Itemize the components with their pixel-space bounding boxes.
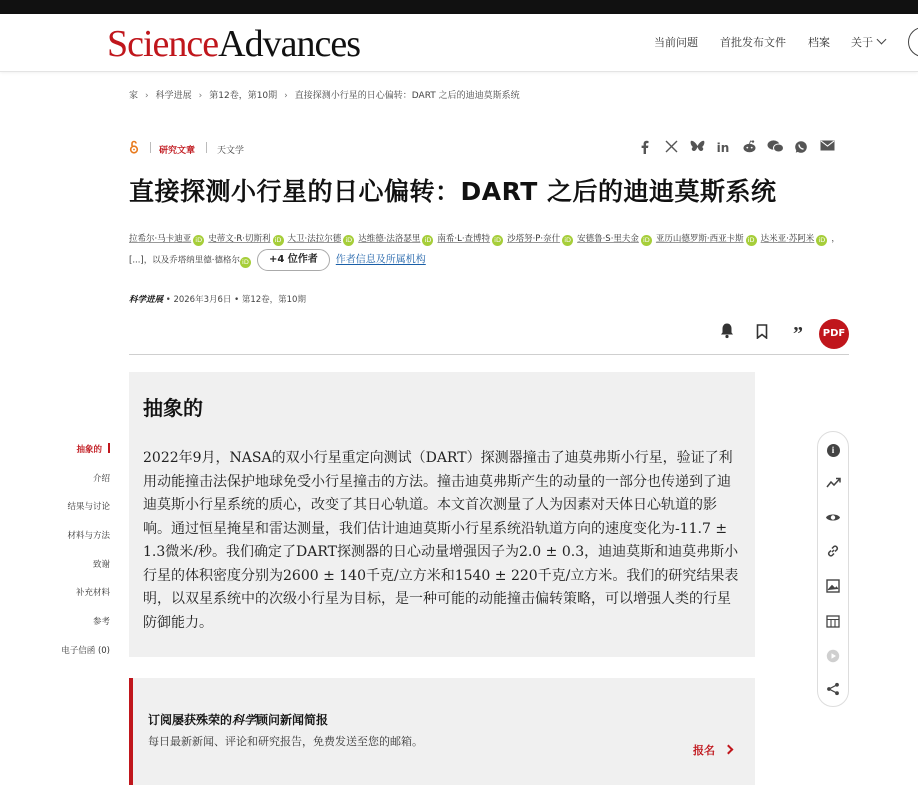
orcid-icon[interactable]: iD	[343, 235, 354, 246]
divider	[206, 142, 207, 153]
facebook-icon[interactable]	[636, 140, 654, 156]
author-link[interactable]: 沙塔努·P·奈什	[507, 234, 561, 244]
section-nav-introduction[interactable]: 介绍	[92, 473, 110, 484]
x-icon[interactable]	[662, 140, 680, 156]
section-nav-acknowledgments[interactable]: 致谢	[92, 559, 110, 570]
section-nav-references[interactable]: 参考	[92, 617, 110, 628]
abstract-heading: 抽象的	[143, 396, 203, 420]
abstract-text: 2022年9月，NASA的双小行星重定向测试（DART）探测器撞击了迪莫弗斯小行星，验证了利用动能撞击法保护地球免受小行星撞击的方法。撞击迪莫弗斯产生的动量的一部分也传递到了迪迪莫斯小行星系统的质心，改变了其日心轨道。本文首次测量了人为因素对天体日心轨道的影响。通过恒星掩星和雷达测量，我们估计迪迪莫斯小行星系统沿轨道方向的速度变化为-11.7 ± 1.3微米/秒。我们确定了DART探测器的日心动量增强因子为2.0 ± 0.3，迪迪莫斯和迪莫弗斯小行星的体积密度分别为2600 ± 140千克/立方米和1540 ± 220千克/立方米。我们的研究结果表明，以双星系统中的次级小行星为目标，是一种可能的动能撞击偏转策略，可以增强人类的行星防御能力。	[143, 450, 739, 631]
authors-tail: ，[...]，以及乔塔纳里德·德格尔	[129, 234, 840, 266]
author-link[interactable]: 南希·L·查博特	[437, 234, 491, 244]
orcid-icon[interactable]: iD	[816, 235, 827, 246]
newsletter-signup-label: 报名	[693, 744, 715, 757]
divider	[150, 142, 151, 153]
section-nav-results[interactable]: 结果与讨论	[67, 502, 110, 513]
right-toolbar	[817, 431, 849, 707]
breadcrumb-current: 直接探测小行星的日心偏转：DART 之后的迪迪莫斯系统	[294, 91, 520, 101]
nav-current-issue[interactable]: 当前问题	[654, 36, 698, 49]
author-link[interactable]: 达米亚·苏阿米	[760, 234, 815, 244]
author-link[interactable]: 拉希尔·马卡迪亚	[129, 234, 192, 244]
browser-top-bar	[0, 0, 918, 14]
author-link[interactable]: 达维德·法洛瑟里	[358, 234, 421, 244]
orcid-icon[interactable]: iD	[746, 235, 757, 246]
newsletter-title	[148, 711, 328, 728]
nav-about[interactable]	[851, 34, 885, 50]
author-link[interactable]: 史蒂文·R·切斯利	[208, 234, 271, 244]
table-icon[interactable]	[818, 612, 848, 636]
author-link[interactable]: 安德鲁·S·里夫金	[577, 234, 639, 244]
logo-science-text: Science	[107, 23, 219, 65]
logo-advances-text: Advances	[218, 23, 360, 65]
breadcrumb-home[interactable]: 家	[129, 91, 139, 101]
orcid-icon[interactable]: iD	[492, 235, 503, 246]
chevron-right-icon	[724, 745, 734, 755]
wechat-icon[interactable]	[766, 140, 784, 156]
newsletter-title-pre: 订阅屡获殊荣的	[148, 713, 233, 727]
separator-dot: •	[234, 295, 242, 305]
abstract-section	[129, 372, 755, 657]
email-icon[interactable]	[818, 140, 836, 156]
nav-archive[interactable]: 档案	[808, 36, 830, 49]
breadcrumb-issue[interactable]: 第12卷，第10期	[209, 91, 278, 101]
section-nav-supplementary[interactable]: 补充材料	[75, 588, 110, 599]
journal-name[interactable]: 科学进展	[129, 295, 164, 305]
pdf-button[interactable]: PDF	[819, 319, 849, 349]
author-link[interactable]: 大卫·法拉尔德	[287, 234, 342, 244]
eye-icon[interactable]	[818, 507, 848, 531]
chevron-right-icon: ›	[284, 91, 288, 101]
article-title: 直接探测小行星的日心偏转：DART 之后的迪迪莫斯系统	[129, 177, 777, 206]
author-list	[129, 229, 851, 271]
science-advances-logo[interactable]	[107, 24, 360, 64]
breadcrumb-journal[interactable]: 科学进展	[155, 91, 192, 101]
section-nav-methods[interactable]: 材料与方法	[67, 531, 110, 542]
linkedin-icon[interactable]: in	[716, 141, 730, 155]
info-icon[interactable]: i	[818, 437, 848, 461]
article-meta-row	[129, 140, 849, 158]
nav-first-release[interactable]: 首批发布文件	[720, 36, 786, 49]
metrics-icon[interactable]	[818, 472, 848, 496]
whatsapp-icon[interactable]	[792, 140, 810, 156]
newsletter-signup	[129, 678, 755, 785]
newsletter-title-em: 科学	[232, 713, 257, 727]
chevron-right-icon: ›	[145, 91, 149, 101]
open-access-icon	[129, 140, 139, 158]
orcid-icon[interactable]: iD	[273, 235, 284, 246]
orcid-icon[interactable]: iD	[193, 235, 204, 246]
orcid-icon[interactable]: iD	[422, 235, 433, 246]
volume-issue[interactable]: 第12卷，第10期	[241, 295, 306, 305]
reddit-icon[interactable]	[740, 140, 758, 156]
subject-link[interactable]: 天文学	[217, 146, 245, 156]
newsletter-subtitle: 每日最新新闻、评论和研究报告，免费发送至您的邮箱。	[148, 735, 423, 748]
publication-info	[129, 293, 306, 305]
cite-icon[interactable]: ”	[793, 323, 803, 345]
chevron-right-icon: ›	[198, 91, 203, 101]
site-header	[0, 14, 918, 72]
bell-icon[interactable]	[715, 320, 739, 348]
author-link[interactable]: 亚历山德罗斯·西亚卡斯	[655, 234, 744, 244]
nav-about-label: 关于	[851, 36, 873, 49]
more-authors-button[interactable]: +4 位作者	[257, 249, 330, 271]
newsletter-title-post: 顾问新闻简报	[256, 713, 329, 727]
orcid-icon[interactable]: iD	[641, 235, 652, 246]
share-icon[interactable]	[818, 680, 848, 704]
article-type-label: 研究文章	[159, 146, 196, 156]
section-nav-abstract[interactable]: 抽象的	[30, 442, 110, 471]
separator-dot: •	[165, 295, 174, 305]
bookmark-icon[interactable]	[750, 320, 774, 348]
chevron-down-icon	[877, 35, 887, 45]
orcid-icon[interactable]: iD	[240, 257, 251, 268]
divider	[129, 354, 849, 355]
image-icon[interactable]	[818, 577, 848, 601]
section-nav-eletters[interactable]: 电子信函 (0)	[61, 645, 110, 656]
author-info-link[interactable]: 作者信息及所属机构	[335, 254, 426, 266]
bluesky-icon[interactable]	[688, 140, 706, 156]
newsletter-signup-link[interactable]	[693, 742, 732, 758]
breadcrumb	[129, 88, 520, 101]
section-nav	[30, 442, 110, 672]
link-icon[interactable]	[818, 542, 848, 566]
search-icon[interactable]	[908, 27, 918, 57]
orcid-icon[interactable]: iD	[562, 235, 573, 246]
publication-date: 2026年3月6日	[173, 295, 232, 305]
play-icon[interactable]	[818, 647, 848, 671]
